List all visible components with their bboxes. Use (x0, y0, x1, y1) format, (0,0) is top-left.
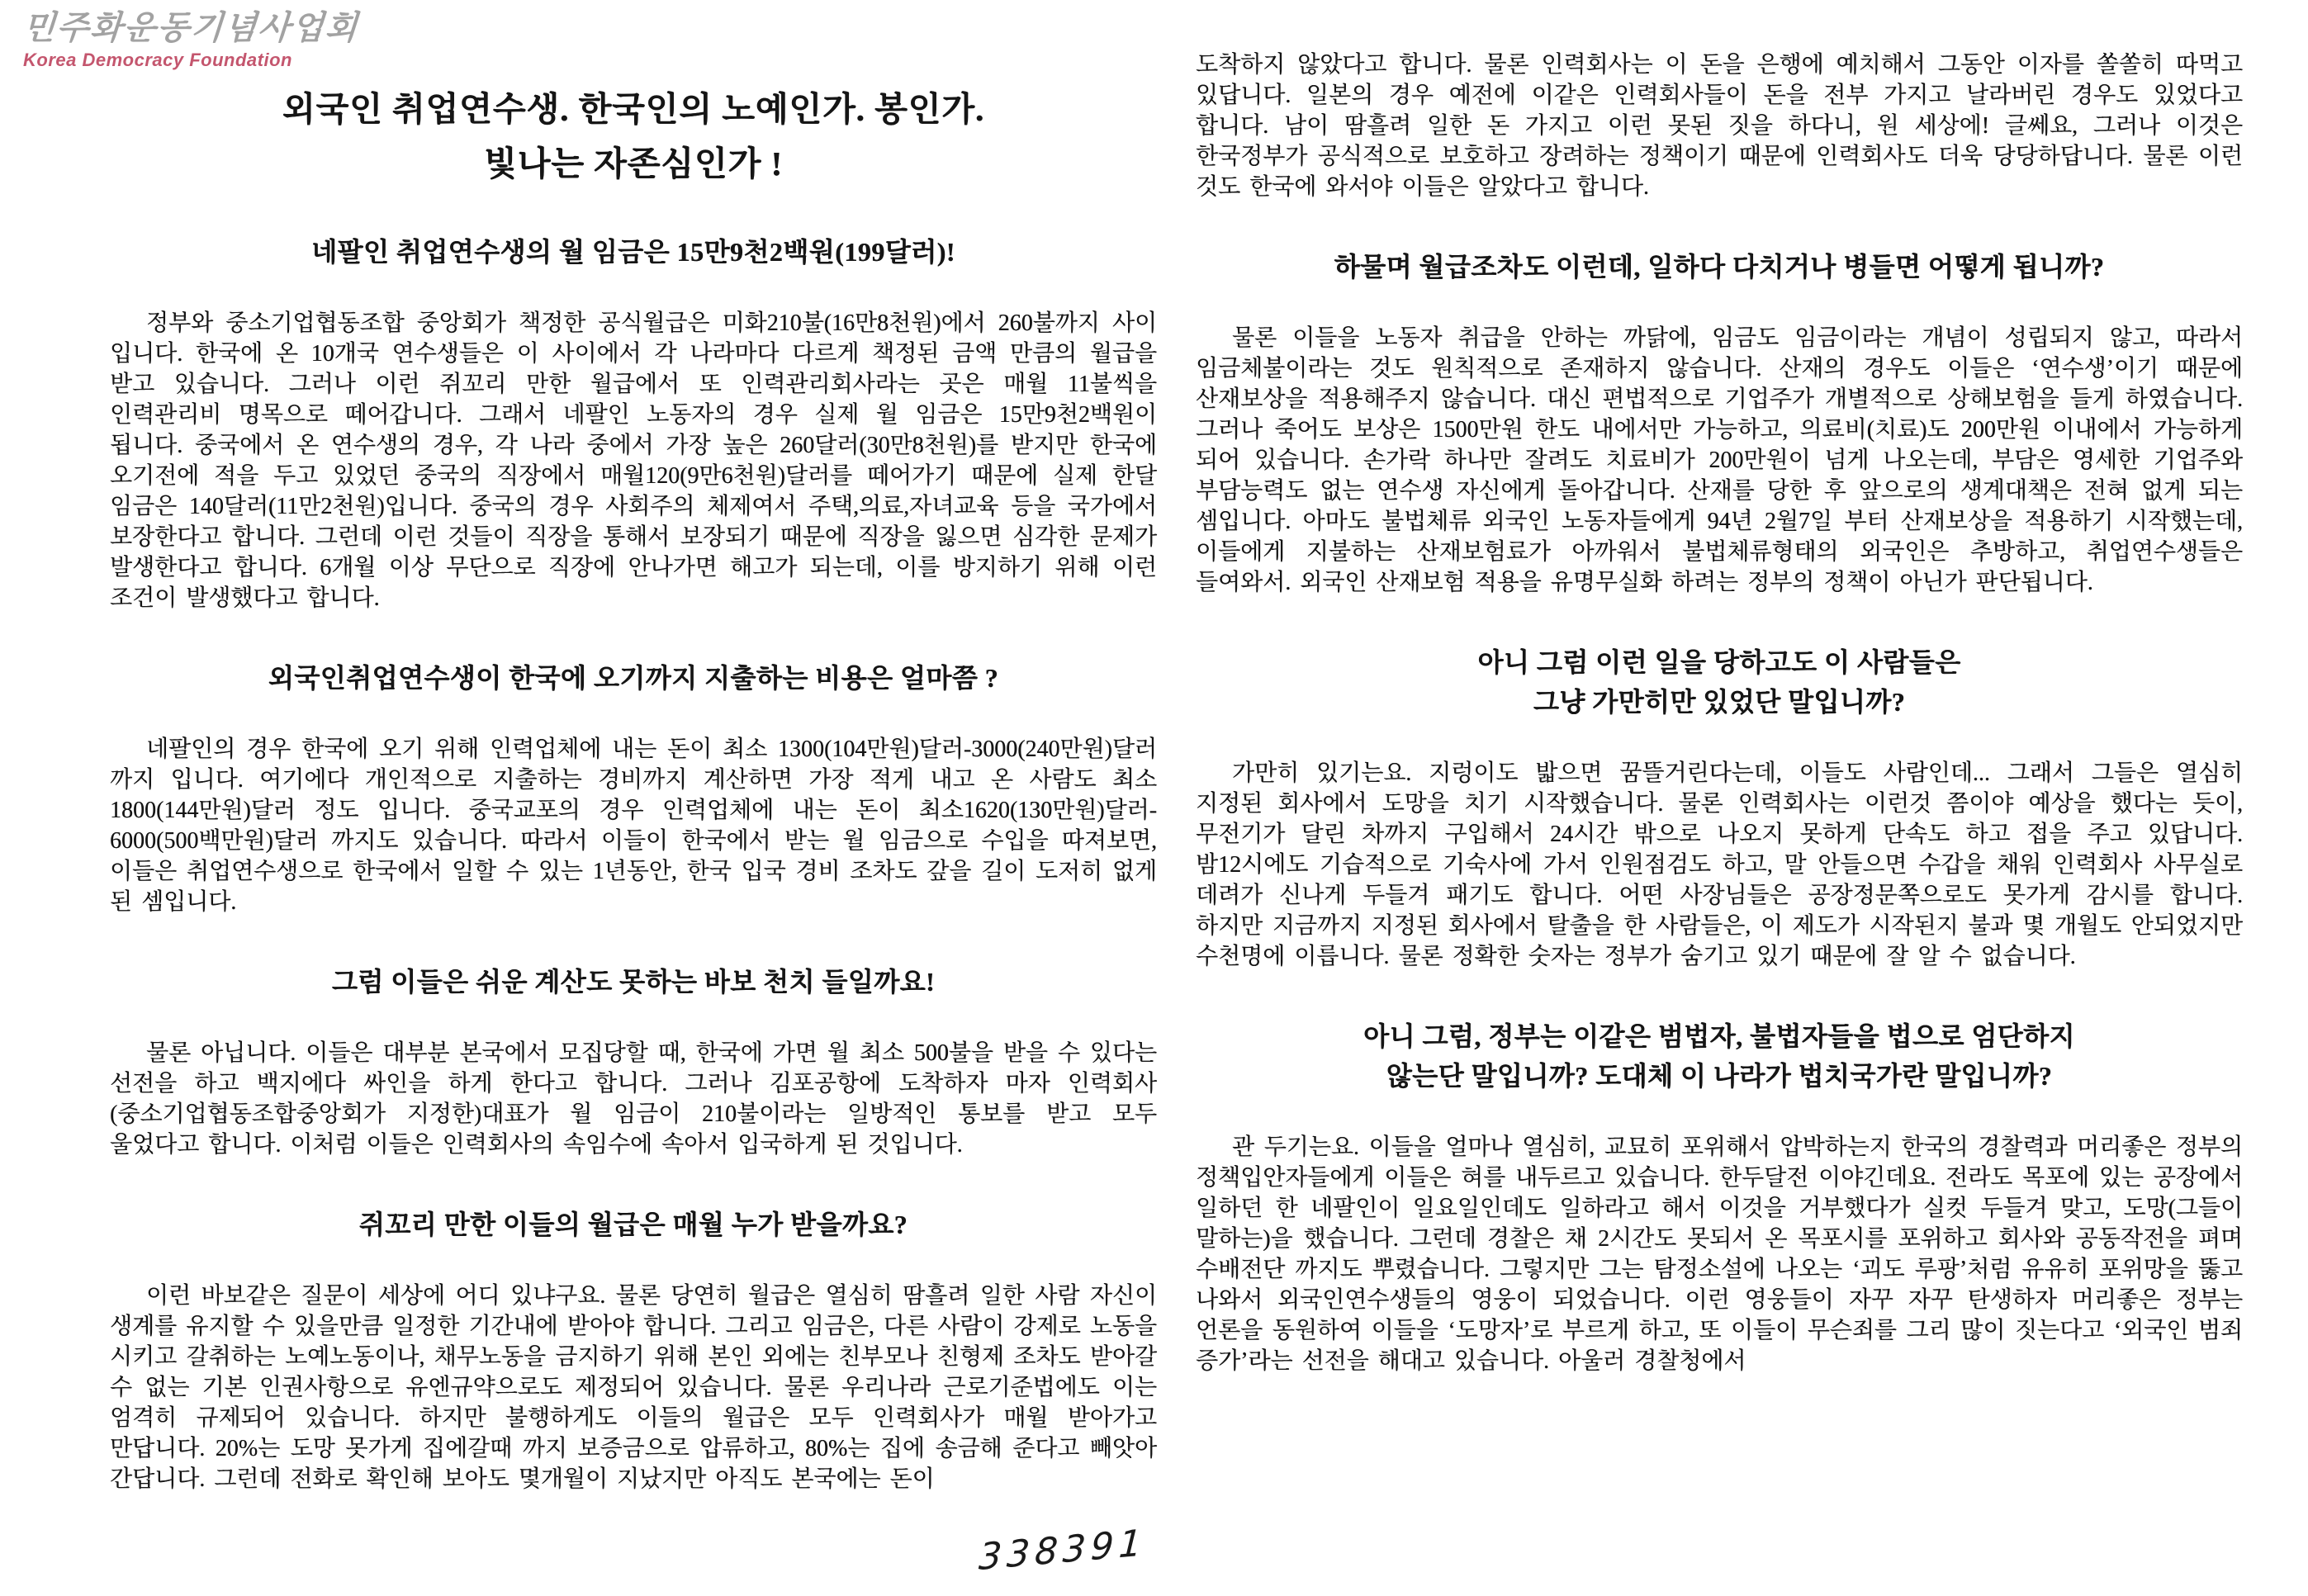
section-heading-rule-of-law-line2: 않는단 말입니까? 도대체 이 나라가 법치국가란 말입니까? (1386, 1061, 2053, 1091)
section-heading-who-receives: 쥐꼬리 만한 이들의 월급은 매월 누가 받을까요? (358, 1210, 908, 1240)
paragraph-wage-withholding: 이런 바보같은 질문이 세상에 어디 있냐구요. 물론 당연히 월급은 열심히 땀흘려 일한 사람 자신이 생계를 유지할 수 있을만큼 일정한 기간내에 받아야 합니다. 그리고 임금은, 다른 사람이 강제로 노동을 시키고 갈취하는 노예노동이나, 채무노동을 금지하기 위해 본인 외에는 친부모나 친형제 조차도 받아갈 수 없는 기본 인권사항으로 유엔규약으로도 제정되어 있습니다. 물론 우리나라 근로기준법에도 이는 엄격히 규제되어 있습니다. 하지만 불행하게도 이들의 월급은 모두 인력회사가 매월 받아가고 만답니다. 20%는 도망 못가게 집에갈때 까지 보증금으로 압류하고, 80%는 집에 송금해 준다고 빼앗아 간답니다. 그런데 전화로 확인해 보아도 몇개월이 지났지만 아직도 본국에는 돈이 (110, 1283, 1157, 1493)
section-heading-rule-of-law (1196, 1016, 2243, 1096)
section-heading-injury: 하물며 월급조차도 이런데, 일하다 다치거나 병들면 어떻게 됩니까? (1334, 252, 2105, 282)
paragraph-money-never-arrived: 도착하지 않았다고 합니다. 물론 인력회사는 이 돈을 은행에 예치해서 그동안 이자를 쏠쏠히 따먹고 있답니다. 일본의 경우 예전에 이같은 인력회사들이 돈을 전부 가지고 날라버린 경우도 있었다고 합니다. 남이 땀흘려 일한 돈 가지고 이런 못된 짓을 하다니, 원 세상에! 글쎄요, 그러나 이것은 한국정부가 공식적으로 보호하고 장려하는 정책이기 때문에 인력회사도 더욱 당당하답니다. 물론 이런 것도 한국에 와서야 이들은 알았다고 합니다. (1196, 52, 2243, 200)
section-heading-did-they-stay-silent-line2: 그냥 가만히만 있었단 말입니까? (1533, 687, 1906, 717)
paragraph-escapes: 가만히 있기는요. 지렁이도 밟으면 꿈뜰거린다는데, 이들도 사람인데... 그래서 그들은 열심히 지정된 회사에서 도망을 치기 시작했습니다. 물론 인력회사는 이런것 쯤이야 예상을 했다는 듯이, 무전기가 달린 차까지 구입해서 24시간 밖으로 나오지 못하게 단속도 하고 접을 주고 있답니다. 밤12시에도 기습적으로 기숙사에 가서 인원점검도 하고, 말 안들으면 수갑을 채워 인력회사 사무실로 데려가 신나게 두들겨 패기도 합니다. 어떤 사장님들은 공장정문쪽으로도 못가게 감시를 합니다. 하지만 지금까지 지정된 회사에서 탈출을 한 사람들은, 이 제도가 시작된지 불과 몇 개월도 안되었지만 수천명에 이릅니다. 물론 정확한 숫자는 정부가 숨기고 있기 때문에 잘 알 수 없습니다. (1196, 760, 2243, 969)
paragraph-recruitment-deception: 물론 아닙니다. 이들은 대부분 본국에서 모집당할 때, 한국에 가면 월 최소 500불을 받을 수 있다는 선전을 하고 백지에다 싸인을 하게 한다고 합니다. 그러나 김포공항에 도착하자 마자 인력회사(중소기업협동조합중앙회가 지정한)대표가 월 임금이 210불이라는 일방적인 통보를 받고 모두 울었다고 합니다. 이처럼 이들은 인력회사의 속임수에 속아서 입국하게 된 것입니다. (110, 1040, 1158, 1158)
foundation-logo (21, 8, 361, 71)
paragraph-entry-cost: 네팔인의 경우 한국에 오기 위해 인력업체에 내는 돈이 최소 1300(104만원)달러-3000(240만원)달러 까지 입니다. 여기에다 개인적으로 지출하는 경비까지 계산하면 가장 적게 내고 온 사람도 최소 1800(144만원)달러 정도 입니다. 중국교포의 경우 인력업체에 내는 돈이 최소1620(130만원)달러- 6000(500백만원)달러 까지도 있습니다. 따라서 이들이 한국에서 받는 월 임금으로 수입을 따져보면, 이들은 취업연수생으로 한국에서 일할 수 있는 1년동안, 한국 입국 경비 조차도 갚을 길이 도저히 없게 된 셈입니다. (110, 736, 1157, 916)
paragraph-official-wage: 정부와 중소기업협동조합 중앙회가 책정한 공식월급은 미화210불(16만8천원)에서 260불까지 사이 입니다. 한국에 온 10개국 연수생들은 이 사이에서 각 나라마다 다르게 책정된 금액 만큼의 월급을 받고 있습니다. 그러나 이런 쥐꼬리 만한 월급에서 또 인력관리회사라는 곳은 매월 11불씩을 인력관리비 명목으로 떼어갑니다. 그래서 네팔인 노동자의 경우 실제 월 임금은 15만9천2백원이 됩니다. 중국에서 온 연수생의 경우, 각 나라 중에서 가장 높은 260달러(30만8천원)를 받지만 한국에 오기전에 적을 두고 있었던 중국의 직장에서 매월120(9만6천원)달러를 떼어가기 때문에 실제 한달 임금은 140달러(11만2천원)입니다. 중국의 경우 사회주의 체제여서 주택,의료,자녀교육 등을 국가에서 보장한다고 합니다. 그런데 이런 것들이 직장을 통해서 보장되기 때문에 직장을 잃으면 심각한 문제가 발생한다고 합니다. 6개월 이상 무단으로 직장에 안나가면 해고가 되는데, 이를 방지하기 위해 이런 조건이 발생했다고 합니다. (110, 310, 1157, 612)
section-heading-cost: 외국인취업연수생이 한국에 오기까지 지출하는 비용은 얼마쯤 ? (268, 663, 999, 694)
section-heading-rule-of-law-line1: 아니 그럼, 정부는 이같은 범법자, 불법자들을 법으로 엄단하지 (1363, 1021, 2075, 1051)
section-heading-fools: 그럼 이들은 쉬운 계산도 못하는 바보 천치 들일까요! (331, 967, 936, 997)
section-heading-did-they-stay-silent (1196, 642, 2243, 722)
document-title-line1: 외국인 취업연수생. 한국인의 노예인가. 봉인가. (282, 90, 985, 128)
foundation-logo-korean: 민주화운동기념사업회 (21, 8, 361, 47)
foundation-logo-english: Korea Democracy Foundation (23, 50, 292, 70)
section-heading-did-they-stay-silent-line1: 아니 그럼 이런 일을 당하고도 이 사람들은 (1477, 647, 1961, 677)
paragraph-industrial-accident: 물론 이들을 노동자 취급을 안하는 까닭에, 임금도 임금이라는 개념이 성립되지 않고, 따라서 임금체불이라는 것도 원칙적으로 존재하지 않습니다. 산재의 경우도 이들은 ‘연수생’이기 때문에 산재보상을 적용해주지 않습니다. 대신 편법적으로 기업주가 개별적으로 상해보험을 들게 하였습니다. 그러나 죽어도 보상은 1500만원 한도 내에서만 가능하고, 의료비(치료)도 200만원 이내에서 가능하게 되어 있습니다. 손가락 하나만 잘려도 치료비가 200만원이 넘게 나오는데, 부담은 영세한 기업주와 부담능력도 없는 연수생 자신에게 돌아갑니다. 산재를 당한 후 앞으로의 생계대책은 전혀 없게 되는 셈입니다. 아마도 불법체류 외국인 노동자들에게 94년 2월7일 부터 산재보상을 적용하기 시작했는데, 이들에게 지불하는 산재보험료가 아까워서 불법체류형태의 외국인은 추방하고, 취업연수생들은 들여와서. 외국인 산재보험 적용을 유명무실화 하려는 정부의 정책이 아닌가 판단됩니다. (1196, 325, 2243, 595)
handwritten-archive-number: 338391 (978, 1521, 1148, 1579)
paragraph-police-pursuit: 관 두기는요. 이들을 얼마나 열심히, 교묘히 포위해서 압박하는지 한국의 경찰력과 머리좋은 정부의 정책입안자들에게 이들은 혀를 내두르고 있습니다. 한두달전 이야긴데요. 전라도 목포에 있는 공장에서 일하던 한 네팔인이 일요일인데도 일하라고 해서 이것을 거부했다가 실컷 두들겨 맞고, 도망(그들이 말하는)을 했습니다. 그런데 경찰은 채 2시간도 못되서 온 목포시를 포위하고 회사와 공동작전을 펴며 수배전단 까지도 뿌렸습니다. 그렇지만 그는 탐정소설에 나오는 ‘괴도 루팡’처럼 유유히 포위망을 뚫고 나와서 외국인연수생들의 영웅이 되었습니다. 이런 영웅들이 자꾸 자꾸 탄생하자 머리좋은 정부는 언론을 동원하여 이들을 ‘도망자’로 부르게 하고, 또 이들이 무슨죄를 그리 많이 짓는다고 ‘외국인 범죄 증가’라는 선전을 해대고 있습니다. 아울러 경찰청에서 (1196, 1134, 2243, 1374)
document-title-line2: 빛나는 자존심인가 ! (483, 144, 783, 182)
left-column (110, 83, 1157, 1494)
right-column (1196, 50, 2243, 1376)
section-heading-wage: 네팔인 취업연수생의 월 임금은 15만9천2백원(199달러)! (311, 237, 955, 268)
document-title (110, 83, 1157, 191)
